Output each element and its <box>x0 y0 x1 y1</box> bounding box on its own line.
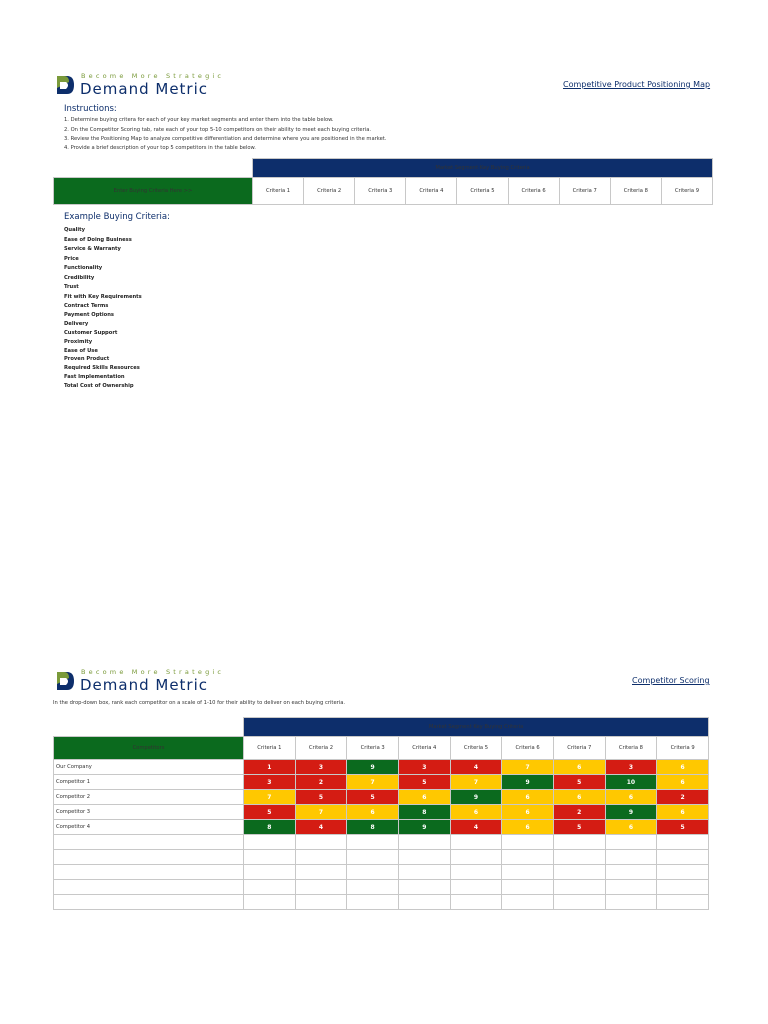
score-cell[interactable]: 4 <box>450 820 502 835</box>
criteria-header: Criteria 1 <box>244 737 296 760</box>
criteria-cell[interactable]: Criteria 5 <box>457 178 508 205</box>
score-cell[interactable] <box>244 895 296 910</box>
competitor-scoring-table <box>53 717 709 910</box>
score-cell[interactable] <box>553 835 605 850</box>
blank-cell <box>54 159 253 178</box>
example-item: Ease of Doing Business <box>64 237 132 243</box>
example-item: Proximity <box>64 339 93 345</box>
score-cell[interactable] <box>347 895 399 910</box>
score-cell[interactable] <box>347 880 399 895</box>
competitor-name[interactable]: Competitor 2 <box>54 790 244 805</box>
score-cell[interactable]: 7 <box>244 790 296 805</box>
logo-brand: Demand Metric <box>80 80 209 98</box>
score-cell[interactable] <box>605 865 657 880</box>
demand-metric-logo <box>55 72 235 102</box>
criteria-cell[interactable]: Criteria 1 <box>253 178 304 205</box>
competitor-row <box>54 805 709 820</box>
score-cell[interactable] <box>657 850 709 865</box>
score-cell[interactable] <box>295 880 347 895</box>
score-cell[interactable]: 5 <box>295 790 347 805</box>
empty-row <box>54 850 709 865</box>
competitor-row <box>54 820 709 835</box>
score-cell[interactable] <box>244 850 296 865</box>
competitor-row <box>54 775 709 790</box>
example-item: Delivery <box>64 321 89 327</box>
score-cell[interactable] <box>295 850 347 865</box>
score-cell[interactable]: 6 <box>605 790 657 805</box>
instruction-line-1: 1. Determine buying critera for each of your key market segments and enter them into the table below. <box>64 117 334 123</box>
competitor-name[interactable] <box>54 850 244 865</box>
criteria-header: Criteria 5 <box>450 737 502 760</box>
criteria-cell[interactable]: Criteria 8 <box>610 178 661 205</box>
score-cell[interactable] <box>502 850 554 865</box>
score-cell[interactable] <box>502 865 554 880</box>
example-item: Customer Support <box>64 330 118 336</box>
score-cell[interactable]: 3 <box>295 760 347 775</box>
criteria-cell[interactable]: Criteria 9 <box>661 178 712 205</box>
score-cell[interactable] <box>657 835 709 850</box>
criteria-header: Criteria 4 <box>398 737 450 760</box>
empty-row <box>54 835 709 850</box>
score-cell[interactable] <box>605 850 657 865</box>
score-cell[interactable] <box>295 835 347 850</box>
score-cell[interactable] <box>553 895 605 910</box>
competitor-name[interactable] <box>54 835 244 850</box>
score-cell[interactable]: 1 <box>244 760 296 775</box>
criteria-header: Criteria 6 <box>502 737 554 760</box>
score-cell[interactable] <box>605 835 657 850</box>
criteria-cell[interactable]: Criteria 4 <box>406 178 457 205</box>
score-cell[interactable]: 6 <box>657 775 709 790</box>
score-cell[interactable] <box>244 835 296 850</box>
instruction-line-4: 4. Provide a brief description of your top 5 competitors in the table below. <box>64 145 256 151</box>
score-cell[interactable]: 2 <box>553 805 605 820</box>
score-cell[interactable]: 6 <box>657 760 709 775</box>
score-cell[interactable]: 6 <box>398 790 450 805</box>
example-item: Service & Warranty <box>64 246 121 252</box>
competitor-name[interactable]: Competitor 4 <box>54 820 244 835</box>
logo-brand: Demand Metric <box>80 676 209 694</box>
score-cell[interactable] <box>295 895 347 910</box>
empty-row <box>54 895 709 910</box>
score-cell[interactable]: 6 <box>553 790 605 805</box>
instruction-line-3: 3. Review the Positioning Map to analyze competitive differentiation and determine where you are positioned in the market. <box>64 136 387 142</box>
score-cell[interactable] <box>295 865 347 880</box>
example-item: Price <box>64 256 79 262</box>
score-cell[interactable] <box>605 895 657 910</box>
score-cell[interactable]: 7 <box>347 775 399 790</box>
score-cell[interactable] <box>553 865 605 880</box>
score-cell[interactable]: 5 <box>657 820 709 835</box>
logo-mark-icon <box>55 74 75 96</box>
score-cell[interactable] <box>347 835 399 850</box>
score-cell[interactable] <box>502 895 554 910</box>
score-cell[interactable] <box>398 850 450 865</box>
score-cell[interactable]: 8 <box>398 805 450 820</box>
score-cell[interactable]: 9 <box>347 760 399 775</box>
score-cell[interactable] <box>347 865 399 880</box>
competitors-label: Competitors <box>54 737 244 760</box>
market-segment-header: Market Segment Key Buying Criteria <box>244 718 709 737</box>
score-cell[interactable] <box>450 895 502 910</box>
score-cell[interactable] <box>553 850 605 865</box>
example-item: Payment Options <box>64 312 115 318</box>
example-item: Fast Implementation <box>64 374 125 380</box>
score-cell[interactable] <box>347 850 399 865</box>
score-cell[interactable]: 2 <box>295 775 347 790</box>
score-cell[interactable] <box>244 865 296 880</box>
score-cell[interactable] <box>398 865 450 880</box>
empty-row <box>54 865 709 880</box>
competitor-name[interactable] <box>54 895 244 910</box>
score-cell[interactable] <box>450 835 502 850</box>
competitor-name[interactable]: Competitor 3 <box>54 805 244 820</box>
example-item: Quality <box>64 227 86 233</box>
score-cell[interactable]: 7 <box>450 775 502 790</box>
competitor-name[interactable] <box>54 865 244 880</box>
score-cell[interactable]: 4 <box>450 760 502 775</box>
score-cell[interactable]: 4 <box>295 820 347 835</box>
score-cell[interactable]: 6 <box>450 805 502 820</box>
score-cell[interactable]: 6 <box>502 820 554 835</box>
criteria-header: Criteria 8 <box>605 737 657 760</box>
score-cell[interactable] <box>244 880 296 895</box>
score-cell[interactable]: 6 <box>605 820 657 835</box>
score-cell[interactable] <box>502 835 554 850</box>
score-cell[interactable]: 6 <box>502 805 554 820</box>
score-cell[interactable] <box>450 880 502 895</box>
score-cell[interactable] <box>398 895 450 910</box>
example-item: Contract Terms <box>64 303 109 309</box>
score-cell[interactable] <box>502 880 554 895</box>
example-item: Fit with Key Requirements <box>64 294 142 300</box>
score-cell[interactable] <box>450 850 502 865</box>
example-item: Total Cost of Ownership <box>64 383 134 389</box>
scoring-instruction: In the drop-down box, rank each competitor on a scale of 1-10 for their ability to deliver on each buying criteria. <box>53 700 346 706</box>
demand-metric-logo-2 <box>55 668 235 698</box>
criteria-header: Criteria 7 <box>553 737 605 760</box>
positioning-map-link[interactable]: Competitive Product Positioning Map <box>563 80 711 89</box>
score-cell[interactable] <box>398 880 450 895</box>
score-cell[interactable]: 6 <box>657 805 709 820</box>
enter-criteria-label: Enter Buying Criteria Here >> <box>54 178 253 205</box>
instructions-title: Instructions: <box>64 104 117 114</box>
score-cell[interactable]: 9 <box>502 775 554 790</box>
score-cell[interactable]: 9 <box>398 820 450 835</box>
competitor-name[interactable]: Competitor 1 <box>54 775 244 790</box>
criteria-cell[interactable]: Criteria 3 <box>355 178 406 205</box>
score-cell[interactable]: 5 <box>347 790 399 805</box>
example-item: Required Skills Resources <box>64 365 140 371</box>
score-cell[interactable] <box>450 865 502 880</box>
criteria-header: Criteria 9 <box>657 737 709 760</box>
score-cell[interactable]: 8 <box>347 820 399 835</box>
competitor-name[interactable]: Our Company <box>54 760 244 775</box>
criteria-header: Criteria 3 <box>347 737 399 760</box>
logo-mark-icon <box>55 670 75 692</box>
score-cell[interactable]: 10 <box>605 775 657 790</box>
score-cell[interactable] <box>605 880 657 895</box>
score-cell[interactable]: 7 <box>502 760 554 775</box>
empty-row <box>54 880 709 895</box>
example-item: Ease of Use <box>64 348 98 354</box>
score-cell[interactable] <box>553 880 605 895</box>
score-cell[interactable] <box>398 835 450 850</box>
score-cell[interactable]: 2 <box>657 790 709 805</box>
criteria-cell[interactable]: Criteria 7 <box>559 178 610 205</box>
score-cell[interactable]: 6 <box>502 790 554 805</box>
competitor-row <box>54 790 709 805</box>
score-cell[interactable]: 5 <box>553 820 605 835</box>
score-cell[interactable]: 5 <box>244 805 296 820</box>
score-cell[interactable]: 3 <box>244 775 296 790</box>
score-cell[interactable] <box>657 880 709 895</box>
competitor-name[interactable] <box>54 880 244 895</box>
market-segment-header: Market Segment Key Buying Criteria <box>253 159 713 178</box>
score-cell[interactable]: 7 <box>295 805 347 820</box>
example-item: Credibility <box>64 275 95 281</box>
example-item: Functionality <box>64 265 103 271</box>
blank-cell <box>54 718 244 737</box>
instruction-line-2: 2. On the Competitor Scoring tab, rate each of your top 5-10 competitors on their ability to meet each buying criteria. <box>64 127 372 133</box>
score-cell[interactable]: 8 <box>244 820 296 835</box>
score-cell[interactable] <box>657 895 709 910</box>
score-cell[interactable]: 3 <box>398 760 450 775</box>
competitor-row <box>54 760 709 775</box>
score-cell[interactable]: 5 <box>398 775 450 790</box>
score-cell[interactable]: 6 <box>553 760 605 775</box>
score-cell[interactable]: 9 <box>450 790 502 805</box>
example-criteria-title: Example Buying Criteria: <box>64 212 170 222</box>
score-cell[interactable]: 3 <box>605 760 657 775</box>
score-cell[interactable] <box>657 865 709 880</box>
criteria-cell[interactable]: Criteria 6 <box>508 178 559 205</box>
buying-criteria-table <box>53 158 713 205</box>
example-item: Proven Product <box>64 356 110 362</box>
logo-tagline: Become More Strategic <box>81 72 225 80</box>
score-cell[interactable]: 6 <box>347 805 399 820</box>
logo-tagline: Become More Strategic <box>81 668 225 676</box>
competitor-scoring-link[interactable]: Competitor Scoring <box>632 676 710 685</box>
example-item: Trust <box>64 284 79 290</box>
criteria-cell[interactable]: Criteria 2 <box>304 178 355 205</box>
criteria-header: Criteria 2 <box>295 737 347 760</box>
score-rows <box>54 760 709 910</box>
score-cell[interactable]: 5 <box>553 775 605 790</box>
score-cell[interactable]: 9 <box>605 805 657 820</box>
